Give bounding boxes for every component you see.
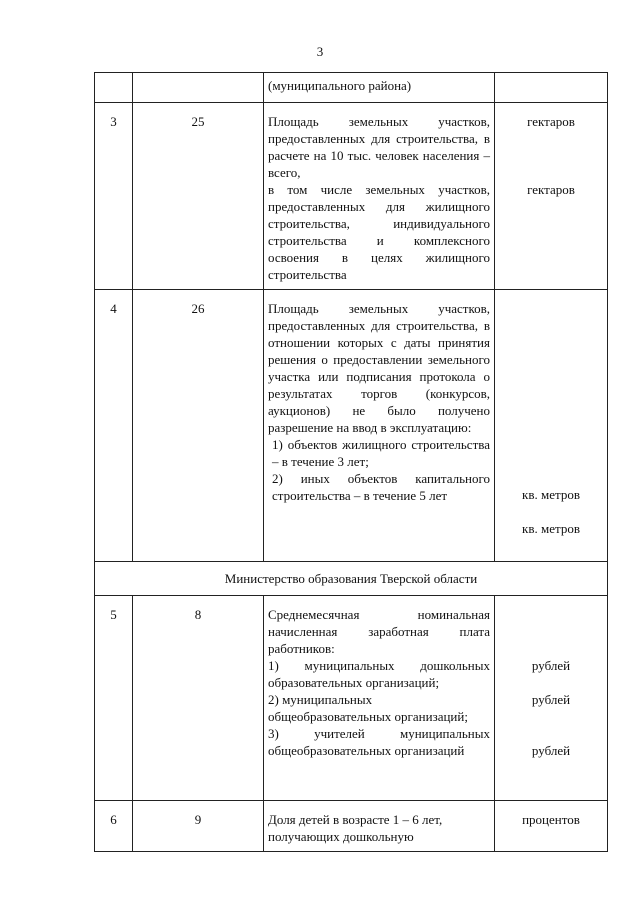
unit-cell bbox=[495, 596, 608, 801]
unit-label: гектаров bbox=[527, 182, 575, 197]
indicator-name-cell bbox=[264, 801, 495, 852]
indicator-text: Площадь земельных участков, предоставленных для строительства, в отношении которых с даты принятия решения о предоставлении земельного участка или подписания протокола о результатах торгов (конкурсов, аукционов) не было получено разрешение на ввод в эксплуатацию: bbox=[268, 301, 490, 435]
indicator-code-cell: 25 bbox=[133, 103, 264, 290]
row-number-cell: 6 bbox=[95, 801, 133, 852]
indicator-code-cell: 26 bbox=[133, 290, 264, 562]
indicator-name-cell bbox=[264, 73, 495, 103]
unit-label: рублей bbox=[531, 743, 571, 758]
unit-label: рублей bbox=[531, 658, 571, 673]
indicator-name-cell bbox=[264, 596, 495, 801]
unit-cell bbox=[495, 290, 608, 562]
indicator-code-cell bbox=[133, 73, 264, 103]
table-row bbox=[95, 290, 608, 562]
indicator-name-cell bbox=[264, 103, 495, 290]
indicator-code-cell: 9 bbox=[133, 801, 264, 852]
unit-label: процентов bbox=[522, 812, 580, 827]
indicator-code-cell: 8 bbox=[133, 596, 264, 801]
table-row bbox=[95, 801, 608, 852]
table-row bbox=[95, 103, 608, 290]
indicator-text: (муниципального района) bbox=[268, 78, 412, 93]
table-row bbox=[95, 596, 608, 801]
row-number-cell: 4 bbox=[95, 290, 133, 562]
indicator-text: в том числе земельных участков, предоставленных для жилищного строительства, индивидуального строительства и комплексного освоения в целях жилищного строительства bbox=[268, 182, 490, 282]
indicator-text: 1) муниципальных дошкольных образовательных организаций; bbox=[268, 658, 490, 690]
indicator-text: 2) муниципальных общеобразовательных организаций; bbox=[268, 692, 468, 724]
indicator-text: 3) учителей муниципальных общеобразовательных организаций bbox=[268, 726, 490, 758]
section-header-row bbox=[95, 562, 608, 596]
indicator-text: 2) иных объектов капитального строительства – в течение 5 лет bbox=[272, 471, 490, 503]
indicator-text: Доля детей в возрасте 1 – 6 лет, получающих дошкольную bbox=[268, 812, 443, 844]
indicators-table bbox=[94, 72, 608, 852]
unit-label: кв. метров bbox=[522, 521, 580, 536]
indicator-text: Среднемесячная номинальная начисленная заработная плата работников: bbox=[268, 607, 490, 656]
unit-label: рублей bbox=[531, 692, 571, 707]
indicator-text: Площадь земельных участков, предоставленных для строительства, в расчете на 10 тыс. человек населения – всего, bbox=[268, 114, 490, 180]
page-number: 3 bbox=[316, 44, 324, 59]
indicator-text: 1) объектов жилищного строительства – в течение 3 лет; bbox=[272, 437, 490, 469]
row-number-cell bbox=[95, 73, 133, 103]
row-number-cell: 3 bbox=[95, 103, 133, 290]
unit-cell bbox=[495, 73, 608, 103]
section-header: Министерство образования Тверской области bbox=[95, 562, 608, 596]
unit-cell bbox=[495, 801, 608, 852]
unit-label: гектаров bbox=[527, 114, 575, 129]
row-number-cell: 5 bbox=[95, 596, 133, 801]
indicator-name-cell bbox=[264, 290, 495, 562]
table-row bbox=[95, 73, 608, 103]
unit-label: кв. метров bbox=[522, 487, 580, 502]
unit-cell bbox=[495, 103, 608, 290]
